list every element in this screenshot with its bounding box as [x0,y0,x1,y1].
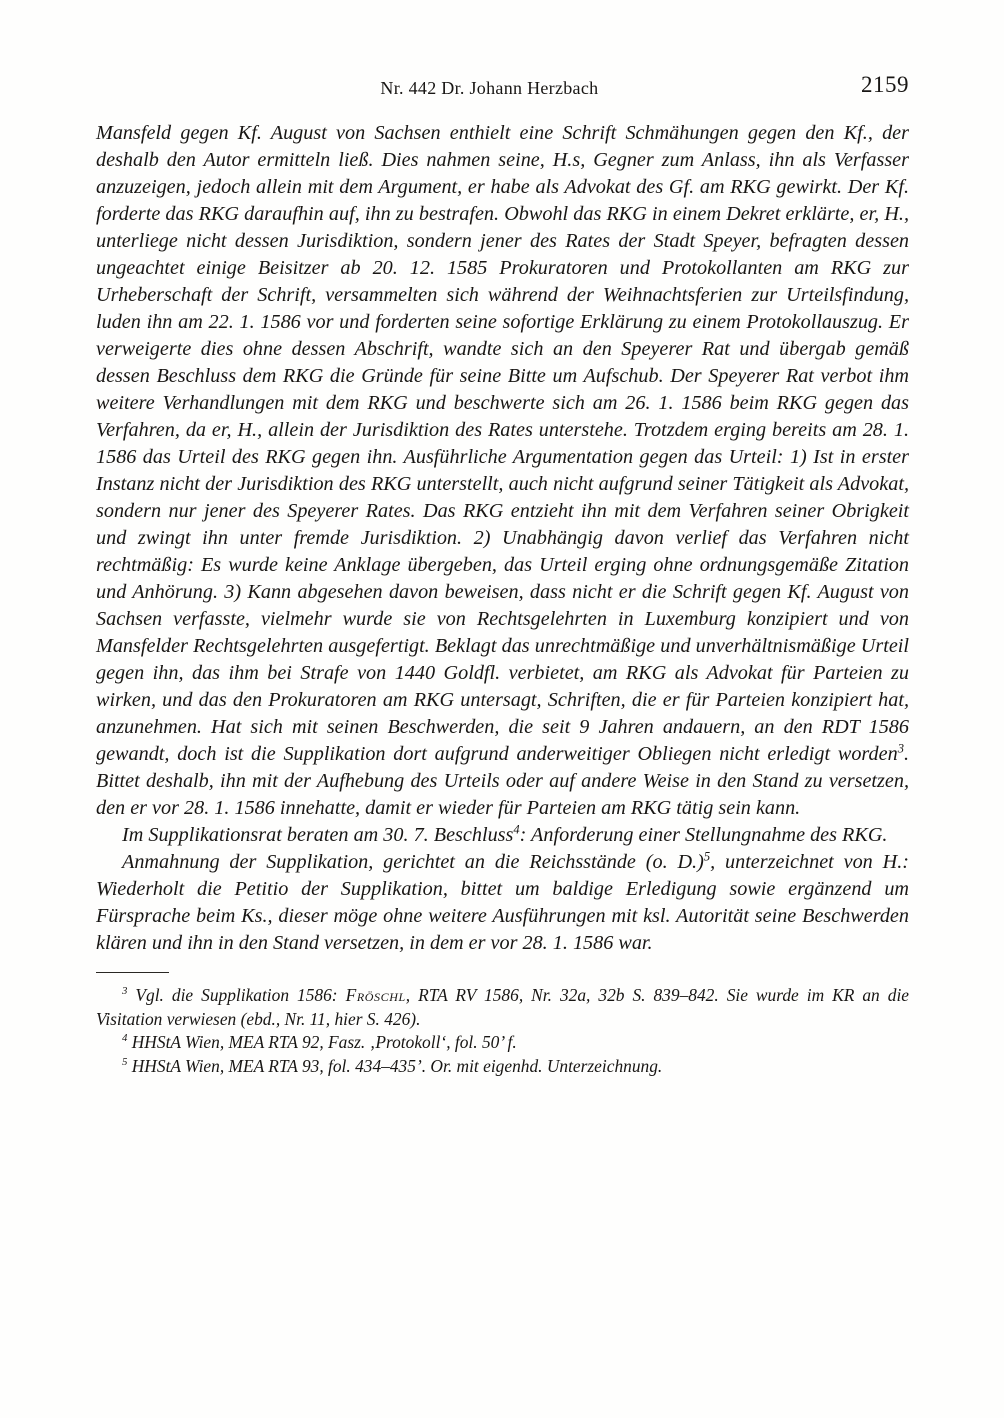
text-run: , unterzeichnet von H.: Wiederholt die Petitio der Supplikation, bittet um baldige Erledigung sowie ergänzend um Fürsprache beim Ks., dieser möge ohne weitere Ausführungen mit ksl. Autorität seine Beschwerden klären und ihn in den Stand versetzen, in dem er vor 28. 1. 1586 war. [96,851,909,954]
footnote-marker: 3 [897,741,904,756]
footnotes-section [96,984,909,1078]
body-text [96,120,909,957]
footnote [96,984,909,1031]
footnote-marker: 5 [703,849,711,864]
page-number: 2159 [861,72,909,97]
footnote-number: 4 [122,1032,128,1045]
footnote [96,1055,909,1079]
paragraph [96,849,909,957]
text-column [96,72,909,1078]
text-run: . Bittet deshalb, ihn mit der Aufhebung des Urteils oder auf andere Weise in den Stand zu versetzen, den er vor 28. 1. 1586 innehatte, damit er wieder für Parteien am RKG tätig sein kann. [96,743,909,819]
text-run: Vgl. die Supplikation 1586: [135,985,346,1005]
text-run: Anmahnung der Supplikation, gerichtet an die Reichsstände (o. D.) [122,851,704,873]
text-run: HHStA Wien, MEA RTA 92, Fasz. ‚Protokoll‘, fol. 50’ f. [131,1032,517,1052]
footnote-marker: 4 [513,822,520,837]
running-title: Nr. 442 Dr. Johann Herzbach [380,78,599,98]
page-header [96,72,909,104]
text-run: : Anforderung einer Stellungnahme des RKG. [519,824,888,846]
smallcaps-name: Fröschl [345,985,406,1005]
paragraph [96,120,909,822]
text-run: , RTA RV 1586, Nr. 32a, 32b S. 839–842. Sie wurde im KR an die Visitation verwiesen (ebd., Nr. 11, hier S. 426). [96,985,909,1029]
text-run: Im Supplikationsrat beraten am 30. 7. Beschluss [122,824,514,846]
text-run: Mansfeld gegen Kf. August von Sachsen enthielt eine Schrift Schmähungen gegen den Kf., der deshalb den Autor ermitteln ließ. Dies nahmen seine, H.s, Gegner zum Anlass, ihn als Verfasser anzuzeigen, jedoch allein mit dem Argument, er habe als Advokat des Gf. am RKG gewirkt. Der Kf. forderte das RKG daraufhin auf, ihn zu bestrafen. Obwohl das RKG in einem Dekret erklärte, er, H., unterliege nicht dessen Jurisdiktion, sondern jener des Rates der Stadt Speyer, befragten dessen ungeachtet einige Beisitzer ab 20. 12. 1585 Prokuratoren und Protokollanten am RKG zur Urheberschaft der Schrift, versammelten sich während der Weihnachtsferien zur Urteilsfindung, luden ihn am 22. 1. 1586 vor und forderten seine sofortige Erklärung zu einem Protokollauszug. Er verweigerte dies ohne dessen Abschrift, wandte sich an den Speyerer Rat und übergab gemäß dessen Beschluss dem RKG die Gründe für seine Bitte um Aufschub. Der Speyerer Rat verbot ihm weitere Verhandlungen mit dem RKG und beschwerte sich am 26. 1. 1586 beim RKG gegen das Verfahren, da er, H., allein der Jurisdiktion des Rates unterstehe. Trotzdem erging bereits am 28. 1. 1586 das Urteil des RKG gegen ihn. Ausführliche Argumentation gegen das Urteil: 1) Ist in erster Instanz nicht der Jurisdiktion des RKG unterstellt, auch nicht aufgrund seiner Tätigkeit als Advokat, sondern nur jener des Speyerer Rates. Das RKG entzieht ihn mit dem Verfahren seiner Obrigkeit und zwingt ihn unter fremde Jurisdiktion. 2) Unabhängig davon verlief das Verfahren nicht rechtmäßig: Es wurde keine Anklage übergeben, das Urteil erging ohne ordnungsgemäße Zitation und Anhörung. 3) Kann abgesehen davon beweisen, dass nicht er die Schrift gegen Kf. August von Sachsen verfasste, vielmehr wurde sie von Rechtsgelehrten in Luxemburg konzipiert und von Mansfelder Rechtsgelehrten ausgefertigt. Beklagt das unrechtmäßige und unverhältnismäßige Urteil gegen ihn, das ihm bei Strafe von 1440 Goldfl. verbietet, am RKG als Advokat für Parteien zu wirken, und das den Prokuratoren am RKG untersagt, Schriften, die er für Parteien konzipiert hat, anzunehmen. Hat sich mit seinen Beschwerden, die seit 9 Jahren andauern, an den RDT 1586 gewandt, doch ist die Supplikation dort aufgrund anderweitiger Obliegen nicht erledigt worden [96,122,909,765]
paragraph [96,822,909,849]
footnote-number: 3 [122,985,128,998]
footnote [96,1031,909,1055]
footnote-number: 5 [122,1055,128,1068]
text-run: HHStA Wien, MEA RTA 93, fol. 434–435’. Or. mit eigenhd. Unterzeichnung. [131,1055,663,1076]
footnote-separator [96,972,169,973]
